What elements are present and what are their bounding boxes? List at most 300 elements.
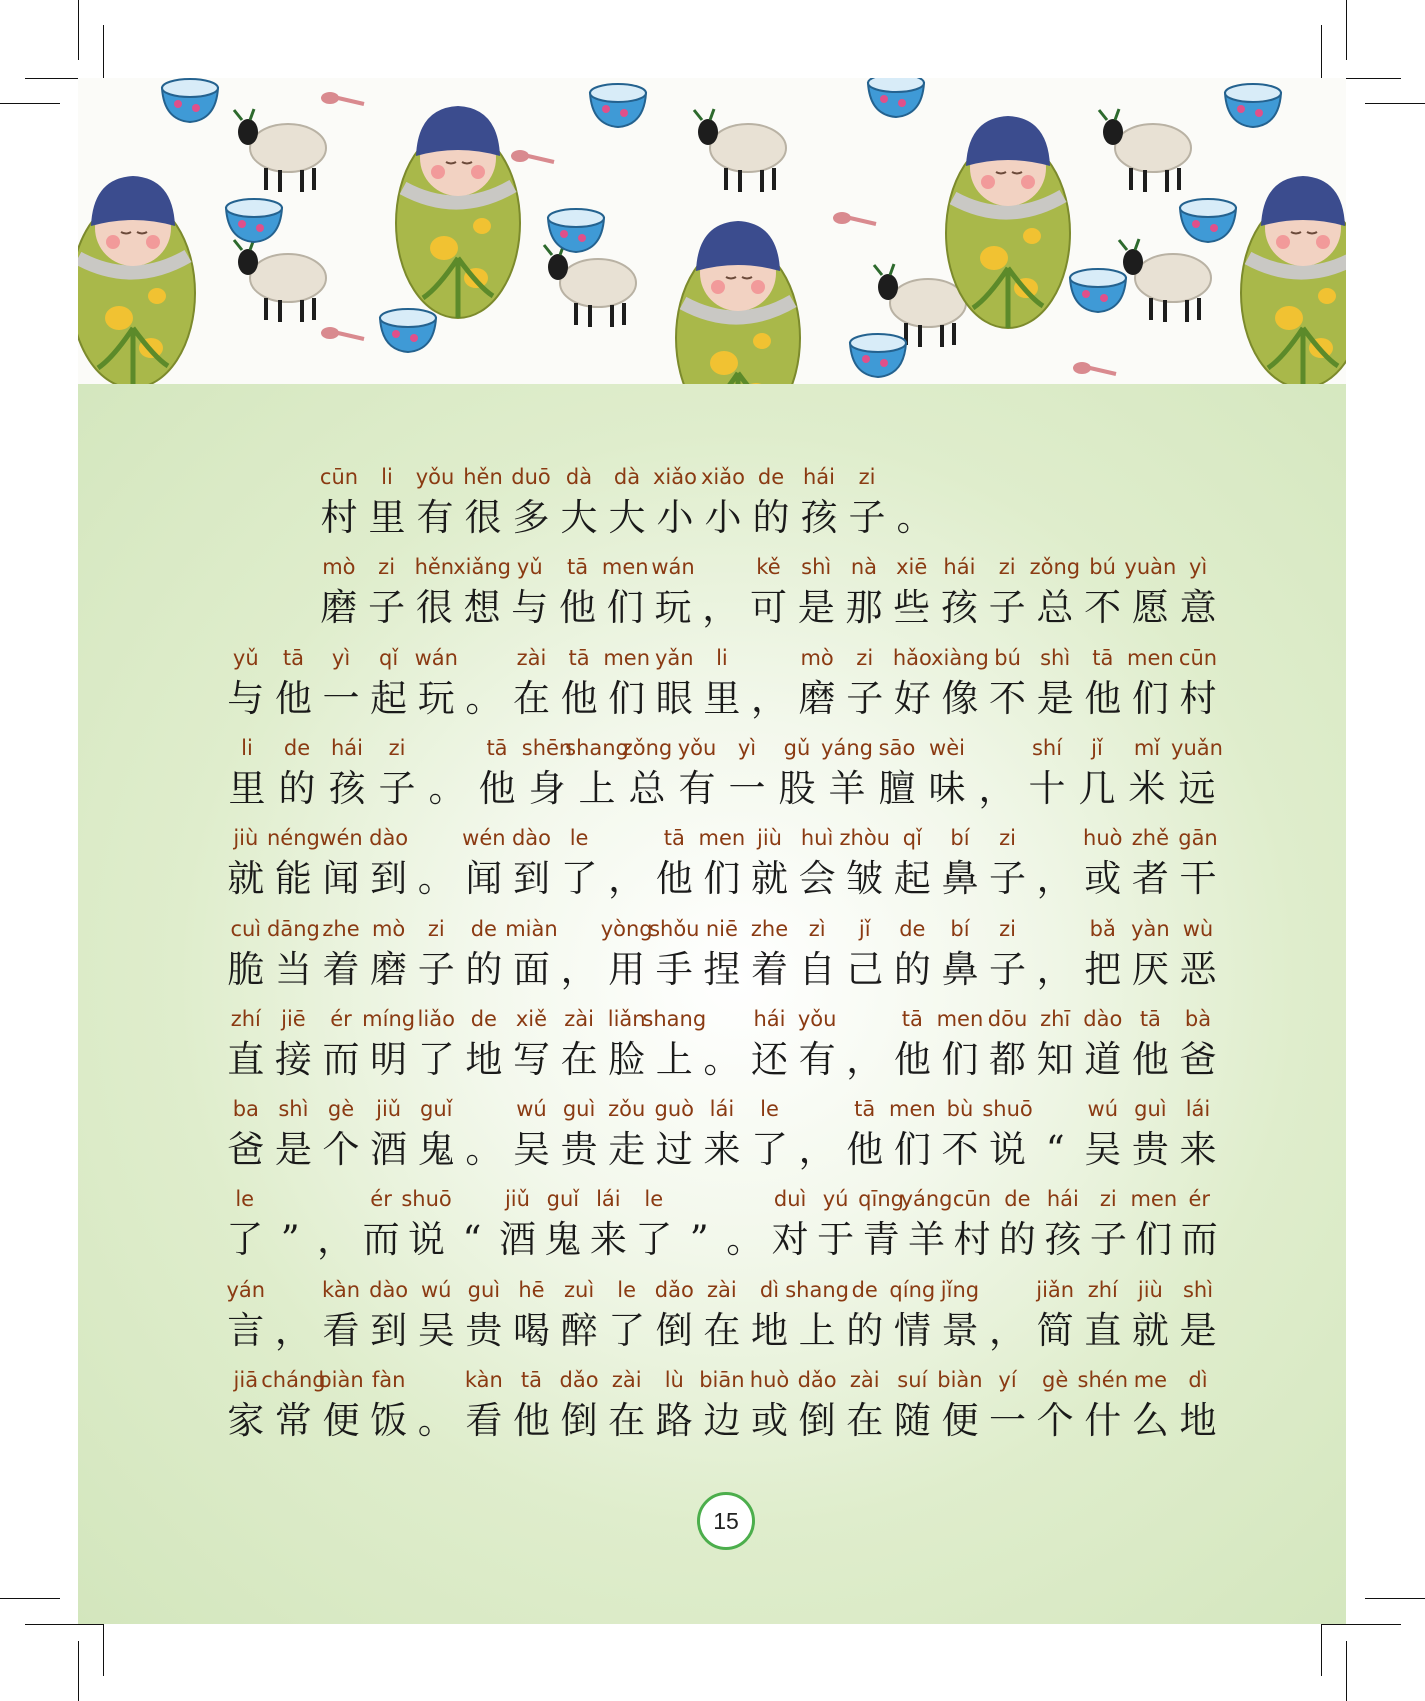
pinyin: jiù bbox=[1137, 1277, 1163, 1302]
bowl-illustration bbox=[548, 209, 604, 252]
char-cell bbox=[672, 733, 722, 815]
pinyin: guǐ bbox=[546, 1187, 580, 1212]
char-cell bbox=[1079, 823, 1127, 905]
crop-mark-tl-v bbox=[78, 0, 79, 60]
char-cell bbox=[995, 1184, 1040, 1266]
char-cell bbox=[1022, 733, 1072, 815]
char-cell bbox=[411, 462, 459, 544]
bowl-illustration bbox=[1225, 84, 1281, 127]
char-cell bbox=[1127, 1365, 1175, 1447]
hanzi: 与 bbox=[511, 586, 549, 630]
char-cell bbox=[747, 462, 795, 544]
hanzi: 们 bbox=[606, 586, 644, 630]
bowl-illustration bbox=[226, 199, 282, 242]
hanzi: 他 bbox=[274, 676, 312, 720]
hanzi: 恶 bbox=[1179, 947, 1217, 991]
pinyin: zi bbox=[427, 916, 445, 941]
char-cell bbox=[698, 1275, 746, 1357]
hanzi: 直 bbox=[227, 1037, 265, 1081]
char-cell bbox=[1174, 1365, 1222, 1447]
char-cell bbox=[767, 1184, 812, 1266]
pinyin: ér bbox=[1188, 1187, 1211, 1212]
hanzi: ， bbox=[1036, 947, 1074, 991]
char-cell bbox=[358, 1184, 403, 1266]
text-line bbox=[315, 462, 939, 544]
hanzi: 不 bbox=[989, 676, 1027, 720]
char-cell bbox=[1127, 1275, 1175, 1357]
hanzi: 上 bbox=[578, 766, 616, 810]
pinyin: zhí bbox=[1087, 1277, 1118, 1302]
hanzi: 了 bbox=[635, 1218, 673, 1262]
char-cell bbox=[841, 823, 889, 905]
pinyin: de bbox=[851, 1277, 878, 1302]
pinyin: de bbox=[283, 735, 311, 760]
char-cell bbox=[1174, 823, 1222, 905]
pinyin: wèi bbox=[929, 735, 965, 760]
hanzi: 就 bbox=[751, 857, 788, 901]
hanzi: 情 bbox=[893, 1308, 931, 1352]
hanzi: 用 bbox=[608, 947, 646, 991]
char-cell bbox=[795, 462, 843, 544]
hanzi: 能 bbox=[274, 857, 312, 901]
hanzi: 子 bbox=[988, 586, 1026, 630]
pinyin: cháng bbox=[261, 1368, 326, 1392]
char-cell bbox=[793, 643, 841, 725]
pinyin: bù bbox=[946, 1097, 974, 1122]
char-cell bbox=[555, 823, 603, 905]
char-cell bbox=[746, 643, 794, 725]
hanzi: 把 bbox=[1084, 947, 1122, 991]
hanzi: 吴 bbox=[417, 1308, 455, 1352]
sheep-illustration bbox=[1119, 239, 1211, 322]
char-cell bbox=[872, 733, 922, 815]
hanzi: 与 bbox=[227, 676, 265, 720]
hanzi: 米 bbox=[1128, 766, 1166, 810]
hanzi: 干 bbox=[1179, 857, 1217, 901]
char-cell bbox=[936, 823, 984, 905]
pinyin: yǔ bbox=[232, 645, 259, 670]
hanzi: 在 bbox=[560, 1037, 598, 1081]
bowl-illustration bbox=[868, 78, 924, 117]
pinyin: cūn bbox=[319, 465, 359, 489]
hanzi: 都 bbox=[989, 1037, 1027, 1081]
char-cell bbox=[889, 823, 937, 905]
hanzi: 十 bbox=[1028, 766, 1066, 810]
char-cell bbox=[936, 1094, 984, 1176]
hanzi: 鬼 bbox=[417, 1128, 455, 1172]
char-cell bbox=[677, 1184, 722, 1266]
hanzi: 饭 bbox=[370, 1399, 408, 1442]
hanzi: 地 bbox=[751, 1308, 788, 1352]
pinyin: wén bbox=[319, 826, 363, 851]
pinyin: huì bbox=[800, 826, 834, 851]
pinyin: men bbox=[1130, 1187, 1178, 1212]
char-cell bbox=[555, 1365, 603, 1447]
hanzi: 。 bbox=[428, 766, 466, 810]
pinyin: zài bbox=[516, 645, 547, 670]
hanzi: ， bbox=[751, 676, 788, 720]
char-cell bbox=[365, 914, 413, 996]
crop-mark-tl-h bbox=[0, 103, 60, 104]
hanzi: 些 bbox=[893, 586, 931, 630]
pinyin: jǐng bbox=[940, 1277, 980, 1302]
char-cell bbox=[315, 462, 363, 544]
char-cell bbox=[1127, 1094, 1175, 1176]
char-cell bbox=[1086, 1184, 1131, 1266]
pinyin: duì bbox=[773, 1187, 807, 1212]
hanzi: 在 bbox=[846, 1399, 884, 1442]
char-cell bbox=[313, 1184, 358, 1266]
hanzi: 那 bbox=[845, 586, 883, 630]
pinyin: dà bbox=[613, 465, 641, 489]
pinyin: bú bbox=[1089, 555, 1116, 580]
hanzi: 很 bbox=[464, 496, 502, 539]
pinyin: wán bbox=[414, 645, 458, 670]
pinyin: huò bbox=[1083, 826, 1123, 851]
char-cell bbox=[261, 1365, 326, 1447]
char-cell bbox=[472, 733, 522, 815]
pinyin: cuì bbox=[230, 916, 262, 941]
baby-illustration bbox=[1241, 176, 1346, 384]
hanzi: 的 bbox=[278, 766, 316, 810]
char-cell bbox=[889, 914, 937, 996]
char-cell bbox=[1174, 1094, 1222, 1176]
hanzi: 羊 bbox=[828, 766, 866, 810]
hanzi: 么 bbox=[1131, 1399, 1169, 1442]
hanzi: 想 bbox=[463, 586, 501, 630]
char-cell bbox=[922, 733, 972, 815]
char-cell bbox=[601, 552, 649, 634]
hanzi: 玩 bbox=[417, 676, 455, 720]
sheep-illustration bbox=[544, 244, 636, 327]
char-cell bbox=[841, 1275, 889, 1357]
pinyin: le bbox=[644, 1187, 664, 1212]
hanzi: 起 bbox=[893, 857, 931, 901]
hanzi: 自 bbox=[798, 947, 836, 991]
hanzi: 在 bbox=[608, 1399, 646, 1442]
hanzi: 明 bbox=[370, 1037, 408, 1081]
pinyin: biān bbox=[699, 1368, 745, 1392]
pinyin: de bbox=[757, 465, 785, 489]
char-cell bbox=[889, 1094, 937, 1176]
hanzi: ， bbox=[317, 1218, 355, 1262]
pinyin: ér bbox=[370, 1187, 392, 1212]
pinyin: hǎo bbox=[892, 645, 932, 670]
hanzi: 村 bbox=[953, 1218, 991, 1262]
pinyin: le bbox=[235, 1187, 255, 1212]
char-cell bbox=[746, 1365, 794, 1447]
pinyin: tā bbox=[566, 555, 589, 580]
pinyin: ér bbox=[330, 1006, 352, 1031]
pinyin: niē bbox=[705, 916, 738, 941]
char-cell bbox=[412, 1094, 460, 1176]
hanzi: 们 bbox=[893, 1128, 931, 1172]
pinyin: de bbox=[470, 1006, 497, 1031]
pinyin: li bbox=[716, 645, 728, 670]
hanzi: 什 bbox=[1084, 1399, 1122, 1442]
pinyin: lái bbox=[1185, 1097, 1211, 1122]
pinyin: xiē bbox=[896, 555, 928, 580]
char-cell bbox=[698, 1365, 746, 1447]
pinyin: yáng bbox=[900, 1187, 953, 1212]
hanzi: 大 bbox=[608, 496, 646, 539]
hanzi: 脆 bbox=[227, 947, 265, 991]
baby-illustration bbox=[946, 116, 1070, 328]
pinyin: wù bbox=[1182, 916, 1214, 941]
hanzi: 直 bbox=[1084, 1308, 1122, 1352]
char-cell bbox=[889, 643, 937, 725]
hanzi: 捏 bbox=[703, 947, 741, 991]
hanzi: 他 bbox=[559, 586, 597, 630]
pinyin: bí bbox=[950, 916, 970, 941]
char-cell bbox=[1172, 733, 1222, 815]
pinyin: huò bbox=[749, 1368, 790, 1392]
char-cell bbox=[1079, 1004, 1127, 1086]
baby-illustration bbox=[676, 221, 800, 384]
pinyin: jiù bbox=[233, 826, 259, 851]
pinyin: qíng bbox=[889, 1277, 936, 1302]
hanzi: 青 bbox=[862, 1218, 900, 1262]
hanzi: 子 bbox=[378, 766, 416, 810]
sheep-illustration bbox=[694, 109, 786, 192]
char-cell bbox=[697, 552, 745, 634]
hanzi: 在 bbox=[703, 1308, 741, 1352]
pinyin: shuō bbox=[401, 1187, 452, 1212]
hanzi: ， bbox=[1036, 857, 1074, 901]
hanzi: 一 bbox=[989, 1399, 1027, 1442]
pinyin: qīng bbox=[858, 1187, 904, 1212]
pinyin: zi bbox=[388, 735, 406, 760]
hanzi: 意 bbox=[1179, 586, 1217, 630]
pinyin: guì bbox=[467, 1277, 501, 1302]
hanzi: 脸 bbox=[608, 1037, 646, 1081]
hanzi: 好 bbox=[893, 676, 931, 720]
char-cell bbox=[936, 1275, 984, 1357]
char-cell bbox=[555, 914, 603, 996]
pinyin: biàn bbox=[937, 1368, 983, 1392]
hanzi: 孩 bbox=[800, 496, 838, 539]
hanzi: 己 bbox=[846, 947, 884, 991]
hanzi: 有 bbox=[678, 766, 716, 810]
pinyin: me bbox=[1133, 1368, 1168, 1392]
char-cell bbox=[1031, 1275, 1079, 1357]
pinyin: hái bbox=[802, 465, 835, 489]
char-cell bbox=[555, 462, 603, 544]
char-cell bbox=[698, 643, 746, 725]
pinyin: qǐ bbox=[379, 645, 399, 670]
char-cell bbox=[317, 823, 365, 905]
hanzi: 磨 bbox=[370, 947, 408, 991]
hanzi: 来 bbox=[1179, 1128, 1217, 1172]
hanzi: 知 bbox=[1036, 1037, 1074, 1081]
hanzi: ， bbox=[989, 1308, 1027, 1352]
char-cell bbox=[841, 643, 889, 725]
hanzi: 鼻 bbox=[941, 857, 979, 901]
bowl-illustration bbox=[1070, 269, 1126, 312]
crop-mark-bl-h bbox=[0, 1598, 60, 1599]
hanzi: 愿 bbox=[1131, 586, 1169, 630]
hanzi: 闻 bbox=[465, 857, 503, 901]
hanzi: 而 bbox=[322, 1037, 360, 1081]
hanzi: 磨 bbox=[798, 676, 836, 720]
spoon-illustration bbox=[511, 150, 554, 162]
pinyin: bí bbox=[950, 826, 970, 851]
pinyin: tā bbox=[568, 645, 590, 670]
hanzi: 地 bbox=[465, 1037, 503, 1081]
char-cell bbox=[1031, 643, 1079, 725]
hanzi: 他 bbox=[655, 857, 693, 901]
pinyin: liǎo bbox=[417, 1006, 455, 1031]
hanzi: 了 bbox=[226, 1218, 264, 1262]
pinyin: dǎo bbox=[797, 1368, 837, 1392]
char-cell bbox=[317, 643, 365, 725]
char-cell bbox=[1040, 1184, 1085, 1266]
char-cell bbox=[984, 914, 1032, 996]
char-cell bbox=[813, 1184, 858, 1266]
pinyin: de bbox=[899, 916, 926, 941]
pinyin: shǒu bbox=[649, 916, 700, 941]
hanzi: 到 bbox=[370, 857, 408, 901]
char-cell bbox=[365, 1365, 413, 1447]
pinyin: mǐ bbox=[1133, 735, 1161, 760]
pinyin: shì bbox=[801, 555, 832, 580]
hanzi: 子 bbox=[848, 496, 886, 539]
hanzi: 皱 bbox=[846, 857, 884, 901]
char-cell bbox=[949, 1184, 994, 1266]
hanzi: 地 bbox=[1179, 1399, 1217, 1442]
crop-mark-bl-v bbox=[78, 1641, 79, 1701]
char-cell bbox=[650, 823, 698, 905]
char-cell bbox=[603, 462, 651, 544]
pinyin: guì bbox=[562, 1097, 596, 1122]
pinyin: biàn bbox=[318, 1368, 364, 1392]
hanzi: 当 bbox=[274, 947, 312, 991]
pinyin: jiā bbox=[233, 1368, 259, 1392]
hanzi: 了 bbox=[417, 1037, 455, 1081]
char-cell bbox=[365, 1094, 413, 1176]
hanzi: 而 bbox=[1180, 1218, 1218, 1262]
char-cell bbox=[555, 1275, 603, 1357]
text-line bbox=[222, 733, 1222, 815]
char-cell bbox=[785, 1275, 849, 1357]
pinyin: shí bbox=[1031, 735, 1063, 760]
hanzi: 不 bbox=[1084, 586, 1122, 630]
hanzi: 他 bbox=[1084, 676, 1122, 720]
hanzi: 了 bbox=[751, 1128, 788, 1172]
pinyin: men bbox=[698, 826, 746, 851]
hanzi: 会 bbox=[798, 857, 836, 901]
pinyin: shì bbox=[278, 1097, 309, 1122]
hanzi: 他 bbox=[560, 676, 598, 720]
pinyin: zài bbox=[564, 1006, 594, 1031]
pinyin: zhòu bbox=[839, 826, 890, 851]
hanzi: 子 bbox=[368, 586, 406, 630]
char-cell bbox=[365, 1275, 413, 1357]
char-cell bbox=[822, 733, 872, 815]
hanzi: 总 bbox=[1036, 586, 1074, 630]
hanzi: 说 bbox=[989, 1128, 1027, 1172]
hanzi: 股 bbox=[778, 766, 816, 810]
char-cell bbox=[554, 552, 602, 634]
char-cell bbox=[460, 1275, 508, 1357]
text-line bbox=[222, 1275, 1222, 1357]
char-cell bbox=[984, 643, 1032, 725]
pinyin: tā bbox=[663, 826, 685, 851]
pinyin: zǒng bbox=[1029, 555, 1081, 580]
hanzi: 了 bbox=[560, 857, 598, 901]
hanzi: 。 bbox=[417, 857, 455, 901]
pinyin: dào bbox=[369, 1277, 409, 1302]
pinyin: wú bbox=[1087, 1097, 1119, 1122]
char-cell bbox=[270, 643, 318, 725]
hanzi: 个 bbox=[322, 1128, 360, 1172]
pinyin: jiǔ bbox=[504, 1187, 530, 1212]
char-cell bbox=[317, 1365, 365, 1447]
hanzi: 的 bbox=[998, 1218, 1036, 1262]
char-cell bbox=[889, 1365, 937, 1447]
char-cell bbox=[1031, 1004, 1079, 1086]
char-cell bbox=[600, 914, 653, 996]
char-cell bbox=[453, 552, 511, 634]
pinyin: tā bbox=[486, 735, 508, 760]
char-cell bbox=[1127, 643, 1175, 725]
pinyin: jǐ bbox=[1091, 735, 1103, 760]
char-cell bbox=[1122, 733, 1172, 815]
pinyin: zì bbox=[808, 916, 826, 941]
pinyin: kě bbox=[756, 555, 781, 580]
hanzi: 常 bbox=[274, 1399, 312, 1442]
pinyin: hē bbox=[518, 1277, 545, 1302]
hanzi: 贵 bbox=[560, 1128, 598, 1172]
char-cell bbox=[841, 1094, 889, 1176]
char-cell bbox=[603, 1365, 651, 1447]
char-cell bbox=[317, 1004, 365, 1086]
pinyin: hái bbox=[753, 1006, 786, 1031]
pinyin: ba bbox=[232, 1097, 259, 1122]
hanzi: 总 bbox=[628, 766, 666, 810]
hanzi: 眼 bbox=[655, 676, 693, 720]
char-cell bbox=[1174, 552, 1222, 634]
hanzi: 大 bbox=[560, 496, 598, 539]
pinyin: hěn bbox=[414, 555, 455, 580]
hanzi: 厌 bbox=[1131, 947, 1169, 991]
hanzi: ” bbox=[280, 1218, 300, 1262]
hanzi: 多 bbox=[512, 496, 550, 539]
pinyin: shuō bbox=[982, 1097, 1033, 1122]
hanzi: ， bbox=[798, 1128, 836, 1172]
char-cell bbox=[222, 1004, 270, 1086]
char-cell bbox=[363, 462, 411, 544]
char-cell bbox=[841, 914, 889, 996]
hanzi: 的 bbox=[893, 947, 931, 991]
hanzi: 是 bbox=[797, 586, 835, 630]
pinyin: dǎo bbox=[654, 1277, 694, 1302]
pinyin: nà bbox=[850, 555, 878, 580]
hanzi: 吴 bbox=[512, 1128, 550, 1172]
hanzi: 们 bbox=[941, 1037, 979, 1081]
pinyin: zhī bbox=[1040, 1006, 1071, 1031]
char-cell bbox=[840, 552, 888, 634]
char-cell bbox=[222, 914, 270, 996]
char-cell bbox=[1031, 823, 1079, 905]
pinyin: lù bbox=[664, 1368, 684, 1392]
char-cell bbox=[858, 1184, 903, 1266]
hanzi: 闻 bbox=[322, 857, 360, 901]
char-cell bbox=[746, 1004, 794, 1086]
char-cell bbox=[984, 1004, 1032, 1086]
hanzi: 是 bbox=[1036, 676, 1074, 720]
pinyin: wén bbox=[462, 826, 506, 851]
